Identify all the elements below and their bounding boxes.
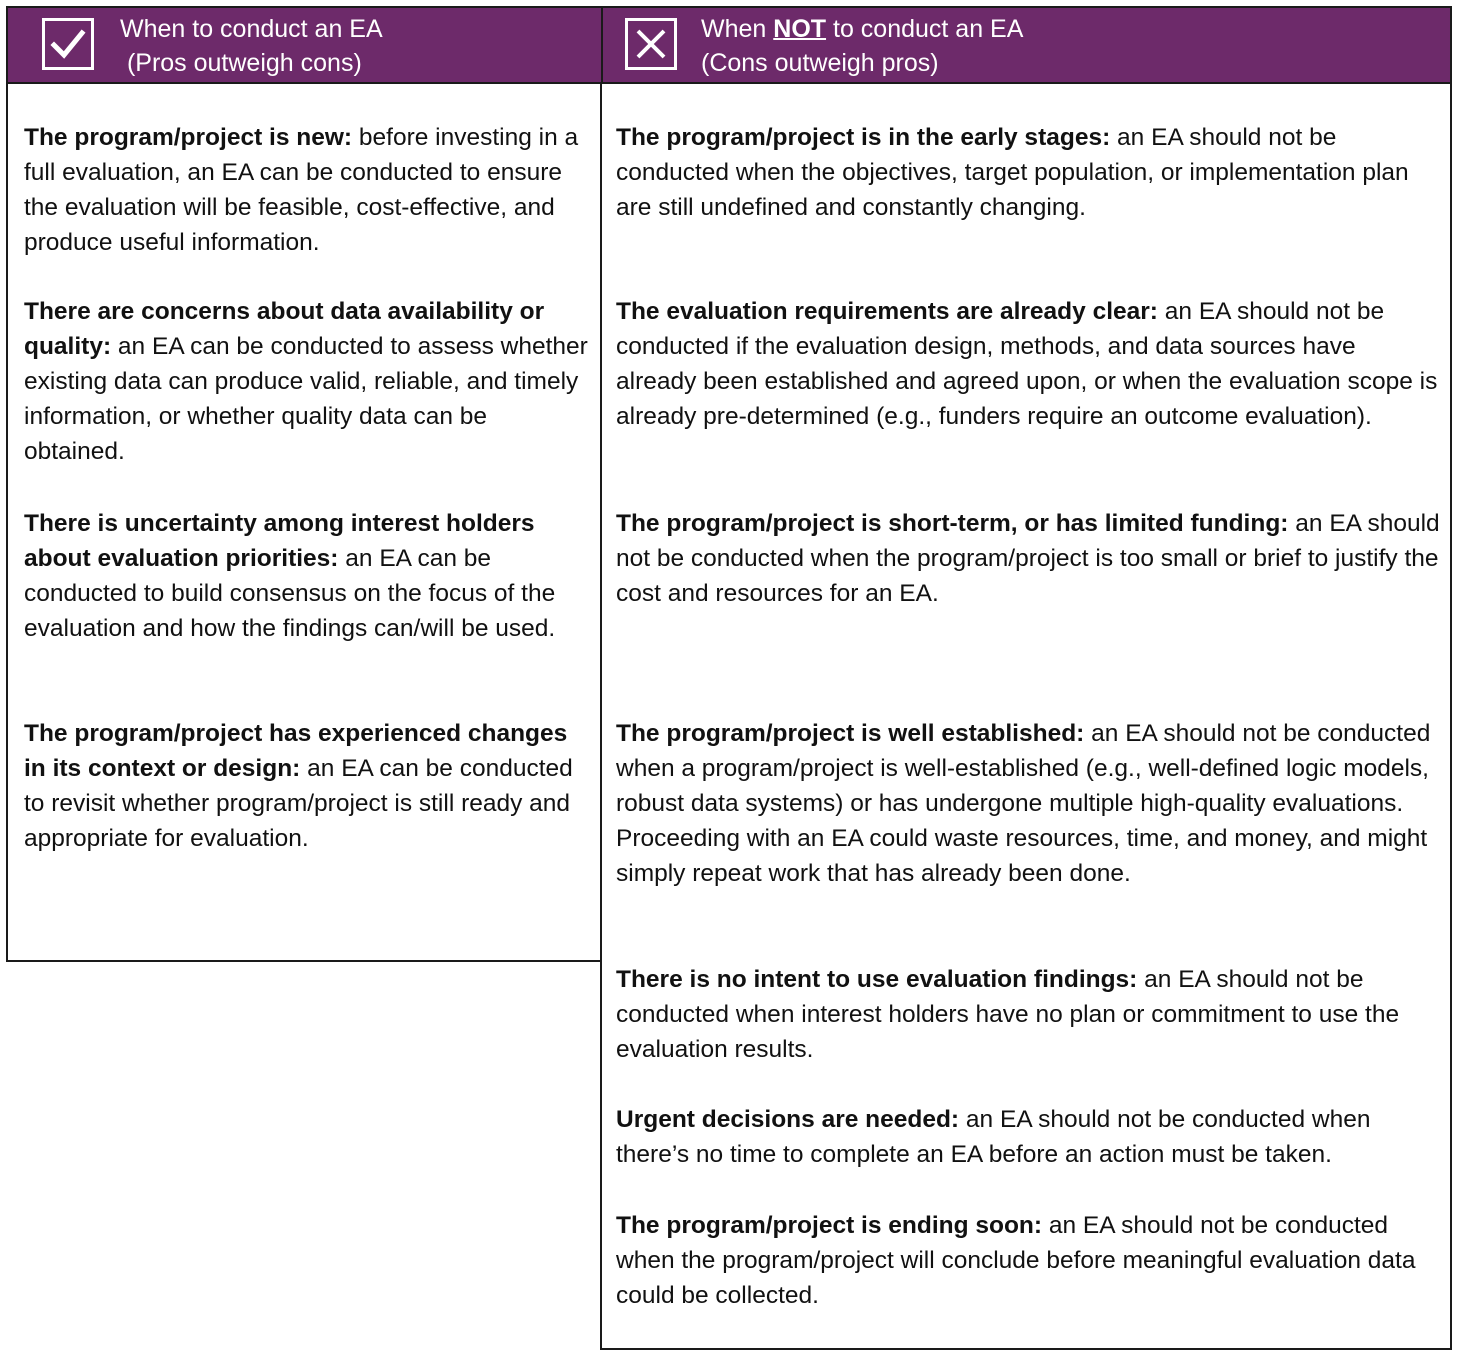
cons-header-line1: When NOT to conduct an EA <box>701 15 1024 43</box>
cons-item: The evaluation requirements are already clear: an EA should not be conducted if the evaluation design, methods, and data sources have already been established and agreed upon, or when the evaluation scope is already pre-determined (e.g., funders require an outcome evaluation). <box>616 298 1438 430</box>
checkbox-x-icon <box>625 18 677 70</box>
cons-header-line2: (Cons outweigh pros) <box>701 49 939 77</box>
cons-item: Urgent decisions are needed: an EA should not be conducted when there’s no time to complete an EA before an action must be taken. <box>616 1106 1371 1168</box>
cons-header-title <box>701 12 1023 80</box>
cons-column <box>600 84 1452 1350</box>
not-emphasis: NOT <box>773 15 827 43</box>
cons-item: The program/project is well established: an EA should not be conducted when a program/project is well-established (e.g., well-defined logic models, robust data systems) or has undergone multiple high-quality evaluations. Proceeding with an EA could waste resources, time, and money, and might simply repeat work that has already been done. <box>616 720 1431 887</box>
pros-header-line2: (Pros outweigh cons) <box>126 49 362 77</box>
pros-item: The program/project is new: before investing in a full evaluation, an EA can be conducted to ensure the evaluation will be feasible, cost-effective, and produce useful information. <box>24 124 579 256</box>
cons-item: There is no intent to use evaluation findings: an EA should not be conducted when interest holders have no plan or commitment to use the evaluation results. <box>616 966 1400 1063</box>
cons-item: The program/project is short-term, or has limited funding: an EA should not be conducted when the program/project is too small or brief to justify the cost and resources for an EA. <box>616 510 1440 607</box>
pros-item: There is uncertainty among interest holders about evaluation priorities: an EA can be conducted to build consensus on the focus of the evaluation and how the findings can/will be used. <box>24 510 556 642</box>
cons-item: The program/project is ending soon: an EA should not be conducted when the program/project will conclude before meaningful evaluation data could be collected. <box>616 1212 1416 1309</box>
cons-item: The program/project is in the early stages: an EA should not be conducted when the objectives, target population, or implementation plan are still undefined and constantly changing. <box>616 124 1409 221</box>
pros-header-line1: When to conduct an EA <box>120 15 383 43</box>
checkbox-checked-icon <box>42 18 94 70</box>
pros-item: The program/project has experienced changes in its context or design: an EA can be conducted to revisit whether program/project is still ready and appropriate for evaluation. <box>24 720 573 852</box>
pros-item: There are concerns about data availability or quality: an EA can be conducted to assess whether existing data can produce valid, reliable, and timely information, or whether quality data can be obtained. <box>24 298 588 465</box>
pros-column <box>6 84 603 962</box>
pros-header-title <box>120 12 383 80</box>
cons-header <box>601 6 1452 84</box>
pros-header <box>6 6 603 84</box>
